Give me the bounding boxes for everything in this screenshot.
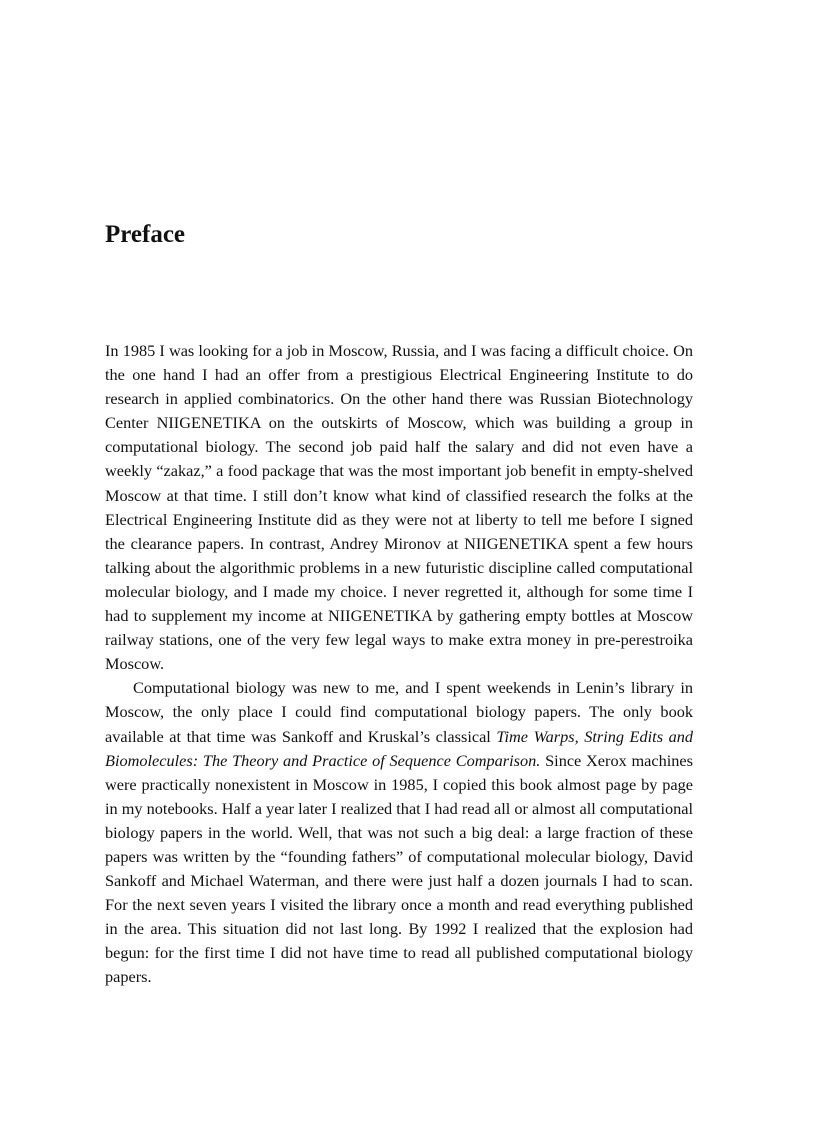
paragraph-2-text-end: Since Xerox machines were practically nonexistent in Moscow in 1985, I copied this book almost page by page in my notebooks. Half a year later I realized that I had read all or almost all computational biology papers in the world. Well, that was not such a big deal: a large fraction of these papers was written by the “founding fathers” of computational molecular biology, David Sankoff and Michael Waterman, and there were just half a dozen journals I had to scan. For the next seven years I visited the library once a month and read everything published in the area. This situation did not last long. By 1992 I realized that the explosion had begun: for the first time I did not have time to read all published computational biology papers. <box>105 750 693 987</box>
paragraph-1: In 1985 I was looking for a job in Moscow, Russia, and I was facing a difficult choice. On the one hand I had an offer from a prestigious Electrical Engineering Institute to do research in applied combinatorics. On the other hand there was Russian Biotechnology Center NIIGENETIKA on the outskirts of Moscow, which was building a group in computational biology. The second job paid half the salary and did not even have a weekly “zakaz,” a food package that was the most important job benefit in empty-shelved Moscow at that time. I still don’t know what kind of classified research the folks at the Electrical Engineering Institute did as they were not at liberty to tell me before I signed the clearance papers. In contrast, Andrey Mironov at NIIGENETIKA spent a few hours talking about the algorithmic problems in a new futuristic discipline called computational molecular biology, and I made my choice. I never regretted it, although for some time I had to supplement my income at NIIGENETIKA by gathering empty bottles at Moscow railway stations, one of the very few legal ways to make extra money in pre-perestroika Moscow. <box>105 341 693 674</box>
preface-body <box>105 339 693 990</box>
page-title: Preface <box>105 221 186 248</box>
paragraph-2 <box>105 676 693 989</box>
book-title: Time Warps, String Edits and Biomolecules: The Theory and Practice of Sequence Comparison. <box>105 726 693 770</box>
paragraph-2-text-start: Computational biology was new to me, and I spent weekends in Lenin’s library in Moscow, the only place I could find computational biology papers. The only book available at that time was Sankoff and Kruskal’s classical <box>105 678 693 746</box>
